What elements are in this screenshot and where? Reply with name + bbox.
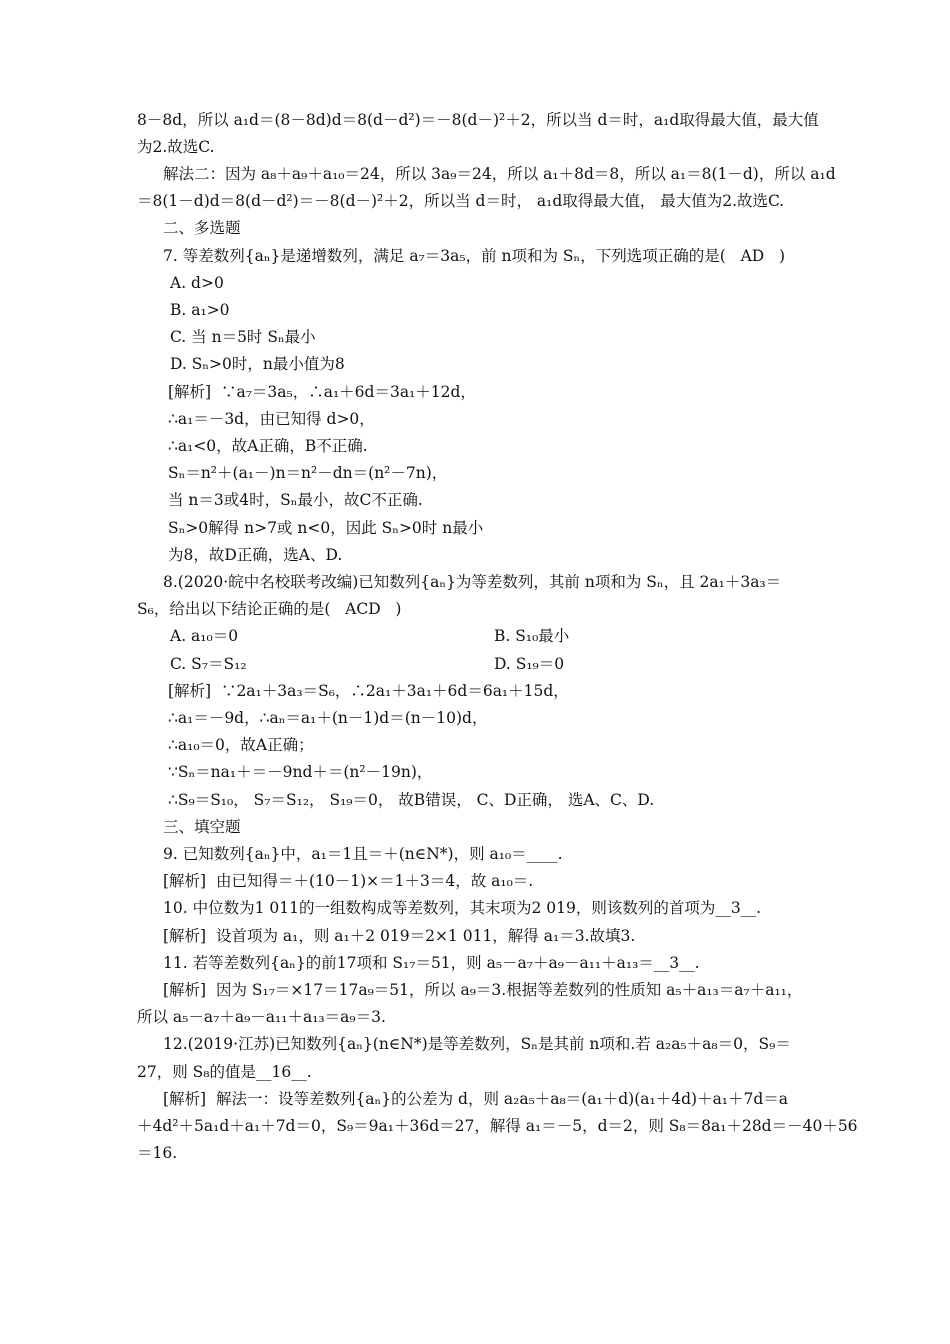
text-line: 11. 若等差数列{aₙ}的前17项和 S₁₇＝51，则 a₅－a₇＋a₉－a₁₁＋a₁₃＝__3__. [163,954,700,972]
text-line: 为2.故选C. [137,138,215,156]
text-line: 解法二：因为 a₈＋a₉＋a₁₀＝24，所以 3a₉＝24，所以 a₁＋8d＝8，所以 a₁＝8(1－d)，所以 a₁d [163,165,836,183]
text-line: ＋4d²＋5a₁d＋a₁＋7d＝0，S₉＝9a₁＋36d＝27，解得 a₁＝－5，d＝2，则 S₈＝8a₁＋28d＝－40＋56 [137,1117,858,1135]
text-line: 8－8d，所以 a₁d＝(8－8d)d＝8(d－d²)＝－8(d－)²＋2，所以当 d＝时，a₁d取得最大值，最大值 [137,111,819,129]
text-line: 二、多选题 [163,219,241,237]
text-line: 所以 a₅－a₇＋a₉－a₁₁＋a₁₃＝a₉＝3. [137,1008,386,1026]
text-line: C. 当 n＝5时 Sₙ最小 [170,328,316,346]
text-line: 为8，故D正确，选A、D. [168,546,343,564]
text-line: [解析] 设首项为 a₁，则 a₁＋2 019＝2×1 011，解得 a₁＝3.故填3. [163,927,636,945]
text-line: ∴a₁＝－9d，∴aₙ＝a₁＋(n－1)d＝(n－10)d， [168,709,488,727]
text-line: [解析] 解法一：设等差数列{aₙ}的公差为 d，则 a₂a₅＋a₈＝(a₁＋d)(a₁＋4d)＋a₁＋7d＝a [163,1090,789,1108]
text-line: ∴a₁＝－3d，由已知得 d>0， [168,410,375,428]
text-line: 当 n＝3或4时，Sₙ最小，故C不正确. [168,491,423,509]
text-line: D. S₁₉＝0 [494,655,565,673]
text-line: D. Sₙ>0时，n最小值为8 [170,355,345,373]
text-line: 7. 等差数列{aₙ}是递增数列，满足 a₇＝3a₅，前 n项和为 Sₙ，下列选项正确的是( AD ) [163,247,786,265]
text-line: A. d>0 [170,274,224,292]
text-line: [解析] ∵a₇＝3a₅，∴a₁＋6d＝3a₁＋12d， [168,383,476,401]
text-line: ∵Sₙ＝na₁＋＝－9nd＋＝(n²－19n)， [168,763,433,781]
text-line: S₆，给出以下结论正确的是( ACD ) [137,600,402,618]
text-line: ＝16. [137,1144,178,1162]
text-line: [解析] 因为 S₁₇＝×17＝17a₉＝51，所以 a₉＝3.根据等差数列的性质知 a₅＋a₁₃＝a₇＋a₁₁， [163,981,803,999]
text-line: Sₙ＝n²＋(a₁－)n＝n²－dn＝(n²－7n)， [168,464,448,482]
text-line: ＝8(1－d)d＝8(d－d²)＝－8(d－)²＋2，所以当 d＝时， a₁d取得最大值， 最大值为2.故选C. [137,192,785,210]
text-line: [解析] ∵2a₁＋3a₃＝S₆，∴2a₁＋3a₁＋6d＝6a₁＋15d， [168,682,569,700]
text-line: ∴a₁₀＝0，故A正确； [168,736,314,754]
text-line: B. a₁>0 [170,301,230,319]
text-line: 9. 已知数列{aₙ}中，a₁＝1且＝＋(n∈N*)，则 a₁₀＝____. [163,845,563,863]
text-line: 12.(2019·江苏)已知数列{aₙ}(n∈N*)是等差数列，Sₙ是其前 n项和.若 a₂a₅＋a₈＝0，S₉＝ [163,1035,791,1053]
text-line: 三、填空题 [163,818,241,836]
text-line: Sₙ>0解得 n>7或 n<0，因此 Sₙ>0时 n最小 [168,519,484,537]
text-line: 10. 中位数为1 011的一组数构成等差数列，其末项为2 019，则该数列的首项为__3__. [163,899,762,917]
text-line: 8.(2020·皖中名校联考改编)已知数列{aₙ}为等差数列，其前 n项和为 Sₙ，且 2a₁＋3a₃＝ [163,573,782,591]
text-line: B. S₁₀最小 [494,627,570,645]
text-line: ∴a₁<0，故A正确，B不正确. [168,437,368,455]
text-line: ∴S₉＝S₁₀， S₇＝S₁₂， S₁₉＝0， 故B错误， C、D正确， 选A、C、D. [168,791,655,809]
text-line: 27，则 S₈的值是__16__. [137,1063,312,1081]
text-line: A. a₁₀＝0 [170,627,239,645]
text-line: [解析] 由已知得＝＋(10－1)×＝1＋3＝4，故 a₁₀＝. [163,872,534,890]
text-line: C. S₇＝S₁₂ [170,655,247,673]
